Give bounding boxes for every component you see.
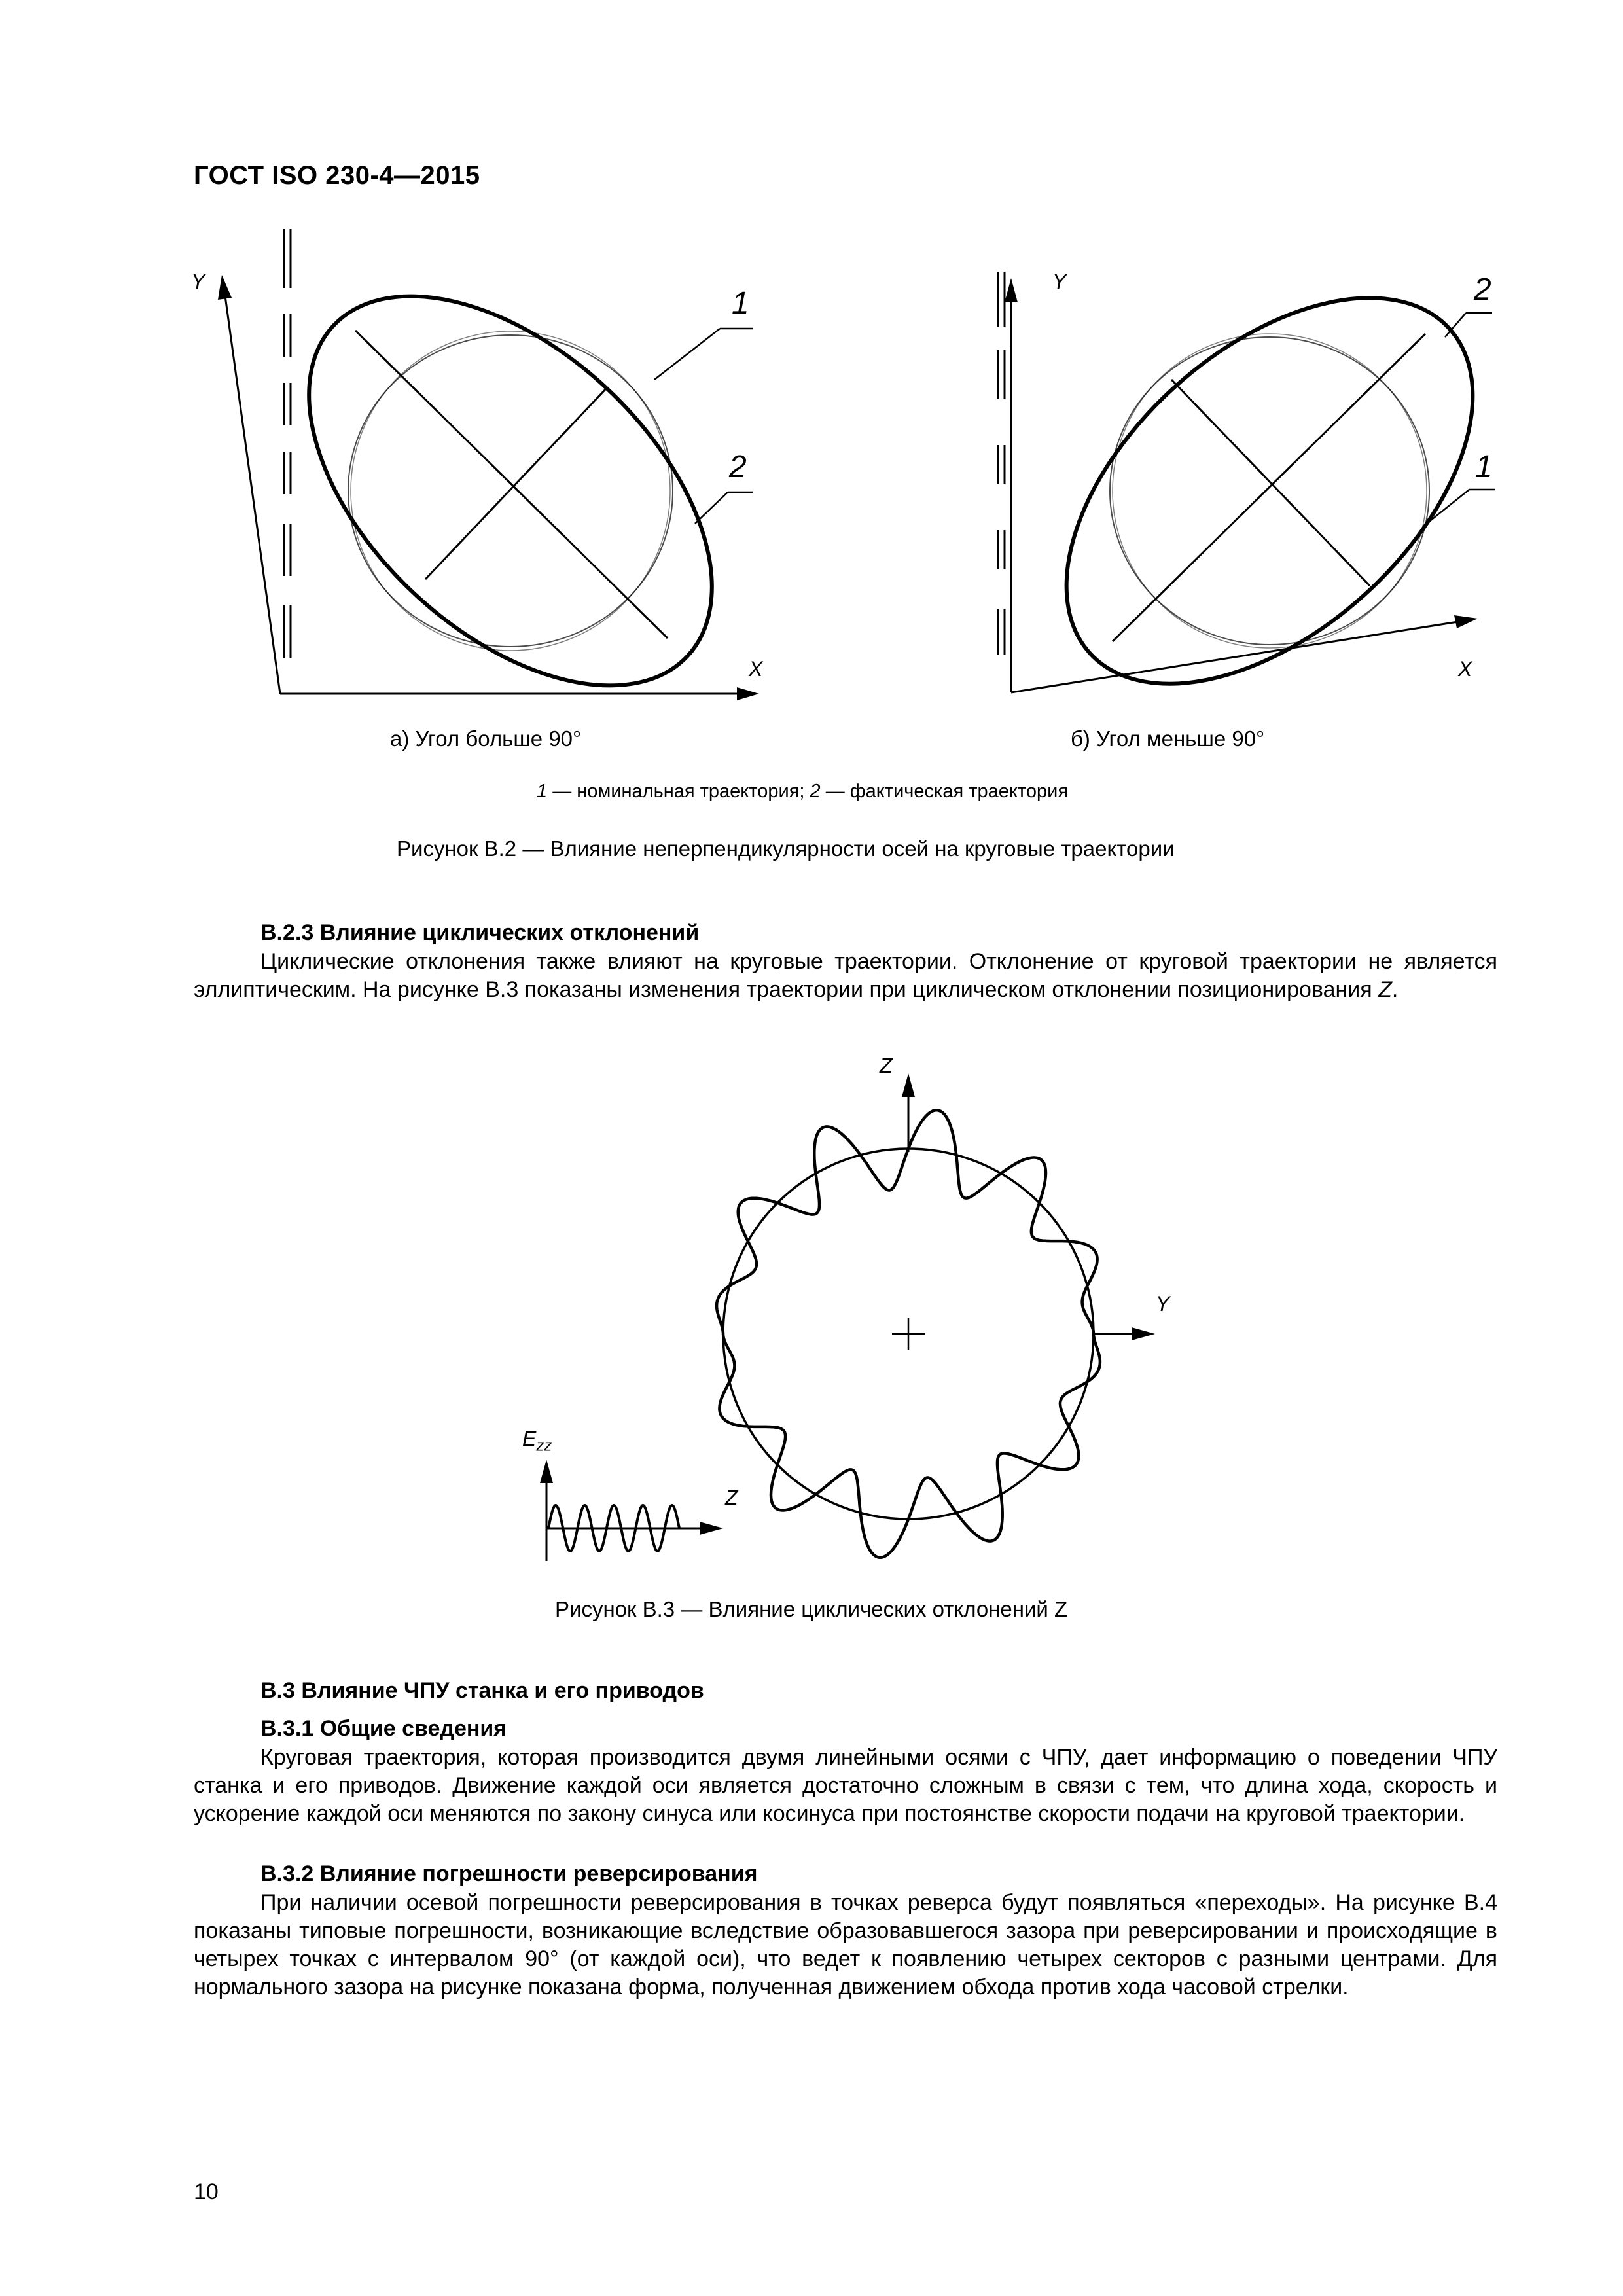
section-b23-paragraph xyxy=(194,948,1497,1004)
panel-b-axis-x-label: X xyxy=(1458,657,1472,681)
legend-number-1: 1 xyxy=(537,781,548,802)
panel-b-axis-y-label: Y xyxy=(1052,270,1067,293)
section-b3-heading: В.3 Влияние ЧПУ станка и его приводов xyxy=(260,1678,704,1703)
panel-a-axis-y-label: Y xyxy=(191,270,205,293)
figure-b3-ezz-inset xyxy=(540,1460,723,1561)
panel-b-callout-1-leader xyxy=(1427,490,1469,524)
panel-a-axis-y-arrow xyxy=(218,275,232,300)
figure-b2-title: Рисунок В.2 — Влияние неперпендикулярности осей на круговые траектории xyxy=(397,836,1175,861)
figure-b2-panel-a xyxy=(218,223,783,759)
section-b32-paragraph: При наличии осевой погрешности реверсирования в точках реверса будут появляться «переходы». На рисунке В.4 показаны типовые погрешности, возникающие вследствие образовавшегося зазора при реверсировании и происходящие в четырех точках с интервалом 90° (от каждой оси), что ведет к появлению четырех секторов с разными центрами. Для нормального зазора на рисунке показана форма, полученная движением обхода против хода часовой стрелки. xyxy=(194,1890,1497,2000)
figure-b3-drawing xyxy=(540,1073,1155,1561)
legend-text-1: — номинальная траектория; xyxy=(547,781,810,802)
panel-b-axis-x xyxy=(1011,620,1466,692)
figure-b3-title: Рисунок В.3 — Влияние циклических отклонений Z xyxy=(555,1597,1068,1621)
panel-a-callout-2: 2 xyxy=(729,450,747,484)
section-b23-text: Циклические отклонения также влияют на круговые траектории. Отклонение от круговой траектории не является эллиптическим. На рисунке В.3 показаны изменения траектории при циклическом отклонении позиционирования xyxy=(194,949,1497,1002)
panel-a-caption: а) Угол больше 90° xyxy=(390,726,582,751)
panel-b-callout-1: 1 xyxy=(1475,450,1493,484)
section-b23-heading: В.2.3 Влияние циклических отклонений xyxy=(260,920,700,945)
section-b32-heading: В.3.2 Влияние погрешности реверсирования xyxy=(260,1861,758,1886)
section-b23-end: . xyxy=(1391,977,1399,1002)
panel-b-nominal-trajectory xyxy=(1110,337,1429,645)
figure-b3-inset-z-label: Z xyxy=(725,1486,738,1509)
panel-a-axis-x-arrow xyxy=(737,687,759,700)
panel-b-axis-y-arrow xyxy=(1005,278,1018,302)
panel-b-axis-x-arrow xyxy=(1454,615,1478,628)
section-b23-axis: Z xyxy=(1378,977,1392,1002)
panel-b-reference-dashes xyxy=(998,272,1005,655)
page-number: 10 xyxy=(194,2179,219,2204)
panel-a-callout-1: 1 xyxy=(732,286,749,321)
panel-a-callout-2-leader xyxy=(695,492,728,524)
panel-a-axis-y xyxy=(224,291,280,694)
figure-b2-legend xyxy=(537,781,1068,802)
figure-b3-axis-y-label: Y xyxy=(1156,1292,1170,1316)
figure-b3-axis-z-arrow xyxy=(902,1073,915,1097)
panel-b-caption: б) Угол меньше 90° xyxy=(1071,726,1265,751)
ezz-subscript: zz xyxy=(536,1437,552,1455)
figure-b3-axis-z-label: Z xyxy=(880,1054,893,1077)
legend-number-2: 2 xyxy=(810,781,821,802)
panel-a-axis-x-label: X xyxy=(749,657,763,681)
section-b31-paragraph: Круговая траектория, которая производится двумя линейными осями с ЧПУ, дает информацию о поведении ЧПУ станка и его приводов. Движение каждой оси является достаточно сложным в связи с тем, что длина хода, скорость и ускорение каждой оси меняются по закону синуса или косинуса при постоянстве скорости подачи на круговой траектории. xyxy=(194,1745,1497,1826)
panel-a-reference-dashes xyxy=(284,229,291,658)
figure-b3-axis-y-arrow xyxy=(1132,1327,1155,1340)
section-b31-heading: В.3.1 Общие сведения xyxy=(260,1716,507,1741)
ezz-main: E xyxy=(522,1427,537,1450)
panel-a-callout-1-leader xyxy=(654,329,720,380)
document-header: ГОСТ ISO 230-4—2015 xyxy=(194,161,480,190)
figure-b3-ezz-label xyxy=(522,1427,552,1455)
legend-text-2: — фактическая траектория xyxy=(820,781,1069,802)
panel-b-callout-2: 2 xyxy=(1474,272,1491,307)
